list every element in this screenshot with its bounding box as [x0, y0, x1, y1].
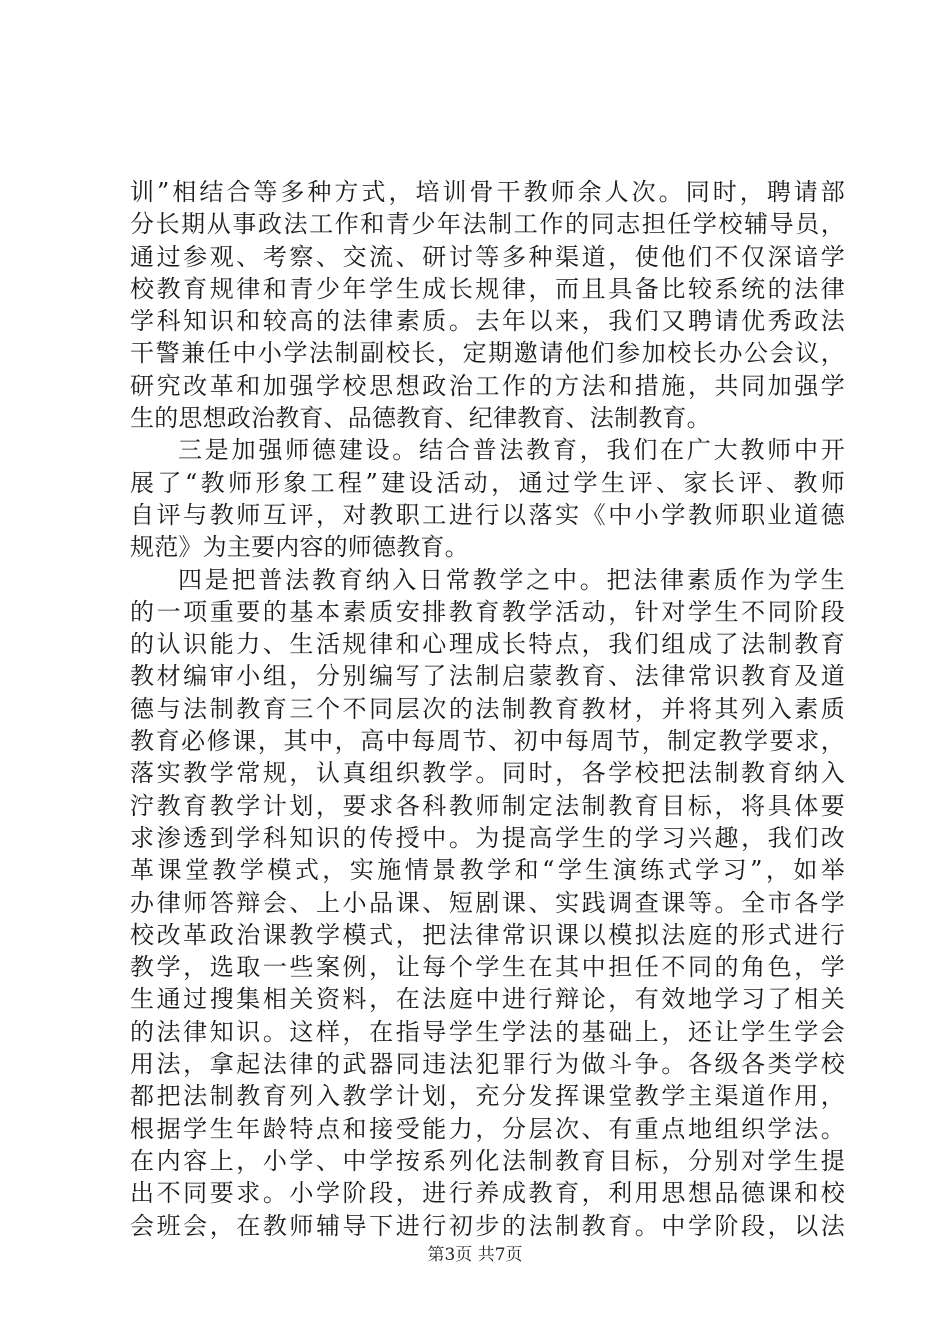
text-line: 都把法制教育列入教学计划，充分发挥课堂教学主渠道作用，	[130, 1082, 845, 1111]
text-line: 用法，拿起法律的武器同违法犯罪行为做斗争。各级各类学校	[130, 1050, 845, 1079]
text-line: 出不同要求。小学阶段，进行养成教育，利用思想品德课和校	[130, 1179, 845, 1208]
text-line: 校教育规律和青少年学生成长规律，而且具备比较系统的法律	[130, 274, 845, 303]
text-line: 生通过搜集相关资料，在法庭中进行辩论，有效地学习了相关	[130, 985, 845, 1014]
text-line: 的一项重要的基本素质安排教育教学活动，针对学生不同阶段	[130, 597, 845, 626]
text-line: 教育必修课，其中，高中每周节、初中每周节，制定教学要求，	[130, 727, 845, 756]
paragraph-start-line: 四是把普法教育纳入日常教学之中。把法律素质作为学生	[178, 565, 845, 594]
document-body	[130, 176, 845, 1242]
text-line: 研究改革和加强学校思想政治工作的方法和措施，共同加强学	[130, 371, 845, 400]
text-line: 在内容上，小学、中学按系列化法制教育目标，分别对学生提	[130, 1146, 845, 1175]
text-line: 泞教育教学计划，要求各科教师制定法制教育目标，将具体要	[130, 791, 845, 820]
paragraph-start-line: 三是加强师德建设。结合普法教育，我们在广大教师中开	[178, 436, 845, 465]
text-line: 革课堂教学模式，实施情景教学和“学生演练式学习”，如举	[130, 856, 845, 885]
text-line: 落实教学常规，认真组织教学。同时，各学校把法制教育纳入	[130, 759, 845, 788]
page-number-footer: 第3页 共7页	[427, 1245, 523, 1265]
text-line: 办律师答辩会、上小品课、短剧课、实践调查课等。全市各学	[130, 888, 845, 917]
text-line: 教材编审小组，分别编写了法制启蒙教育、法律常识教育及道	[130, 662, 845, 691]
text-line: 教学，选取一些案例，让每个学生在其中担任不同的角色，学	[130, 953, 845, 982]
text-line: 干警兼任中小学法制副校长，定期邀请他们参加校长办公会议，	[130, 339, 845, 368]
text-line: 根据学生年龄特点和接受能力，分层次、有重点地组织学法。	[130, 1114, 845, 1143]
text-line: 展了“教师形象工程”建设活动，通过学生评、家长评、教师	[130, 468, 845, 497]
text-line: 自评与教师互评，对教职工进行以落实《中小学教师职业道德	[130, 500, 845, 529]
text-line: 求渗透到学科知识的传授中。为提高学生的学习兴趣，我们改	[130, 823, 845, 852]
text-line: 分长期从事政法工作和青少年法制工作的同志担任学校辅导员，	[130, 210, 845, 239]
text-line: 校改革政治课教学模式，把法律常识课以模拟法庭的形式进行	[130, 920, 845, 949]
text-line: 训”相结合等多种方式，培训骨干教师余人次。同时，聘请部	[130, 178, 845, 206]
text-line: 的法律知识。这样，在指导学生学法的基础上，还让学生学会	[130, 1017, 845, 1046]
text-line: 生的思想政治教育、品德教育、纪律教育、法制教育。	[130, 404, 711, 433]
text-line: 学科知识和较高的法律素质。去年以来，我们又聘请优秀政法	[130, 307, 845, 336]
text-line: 会班会，在教师辅导下进行初步的法制教育。中学阶段，以法	[130, 1211, 845, 1240]
text-line: 规范》为主要内容的师德教育。	[130, 533, 469, 562]
text-line: 通过参观、考察、交流、研讨等多种渠道，使他们不仅深谙学	[130, 242, 845, 271]
text-line: 的认识能力、生活规律和心理成长特点，我们组成了法制教育	[130, 630, 845, 659]
text-line: 德与法制教育三个不同层次的法制教育教材，并将其列入素质	[130, 694, 845, 723]
